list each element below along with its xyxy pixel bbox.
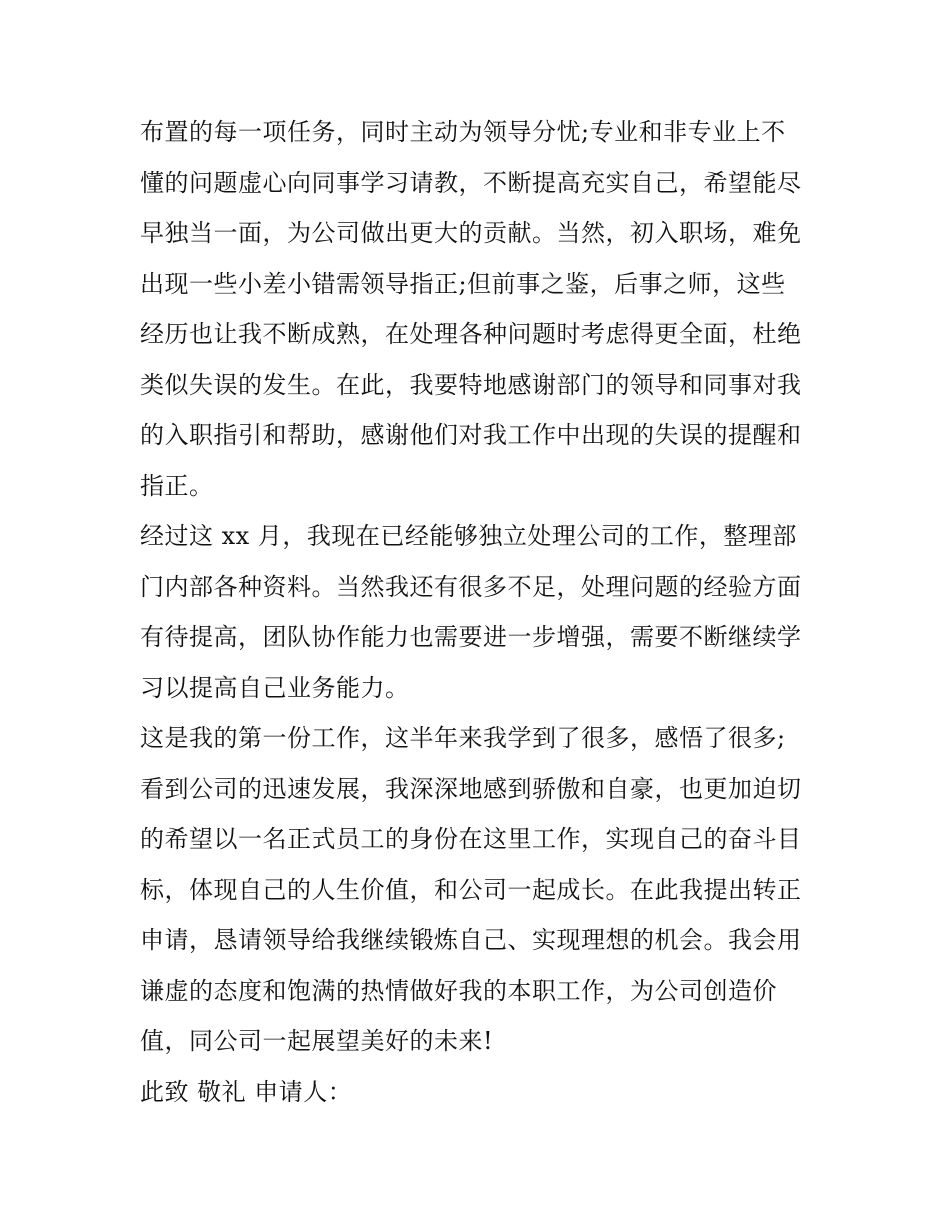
text-line: 布置的每一项任务，同时主动为领导分忧;专业和非专业上不 [140,118,786,146]
text-line: 的希望以一名正式员工的身份在这里工作，实现自己的奋斗目 [140,825,802,853]
text-line: 指正。 [140,471,214,500]
text-line: 出现一些小差小错需领导指正;但前事之鉴，后事之师，这些 [140,269,786,298]
text-line: 懂的问题虚心向同事学习请教，不断提高充实自己，希望能尽 [140,168,802,197]
text-line: 习以提高自己业务能力。 [140,673,410,702]
text-line: 此致 敬礼 申请人： [140,1077,353,1106]
document-body [140,107,820,1117]
text-line: 谦虚的态度和饱满的热情做好我的本职工作，为公司创造价 [140,976,777,1005]
text-line: 看到公司的迅速发展，我深深地感到骄傲和自豪，也更加迫切 [140,774,802,803]
text-line: 标，体现自己的人生价值，和公司一起成长。在此我提出转正 [140,875,802,904]
text-line: 这是我的第一份工作，这半年来我学到了很多，感悟了很多; [140,724,786,752]
text-line: 值，同公司一起展望美好的未来! [140,1027,494,1055]
text-line: 早独当一面，为公司做出更大的贡献。当然，初入职场，难免 [140,219,802,247]
text-line: 有待提高，团队协作能力也需要进一步增强，需要不断继续学 [140,623,802,651]
text-line: 门内部各种资料。当然我还有很多不足，处理问题的经验方面 [140,572,802,601]
text-line: 经过这 xx 月，我现在已经能够独立处理公司的工作，整理部 [140,522,797,550]
text-line: 申请，恳请领导给我继续锻炼自己、实现理想的机会。我会用 [140,926,802,954]
text-line: 经历也让我不断成熟，在处理各种问题时考虑得更全面，杜绝 [140,320,802,348]
text-line: 的入职指引和帮助，感谢他们对我工作中出现的失误的提醒和 [140,421,802,449]
text-line: 类似失误的发生。在此，我要特地感谢部门的领导和同事对我 [140,370,802,399]
